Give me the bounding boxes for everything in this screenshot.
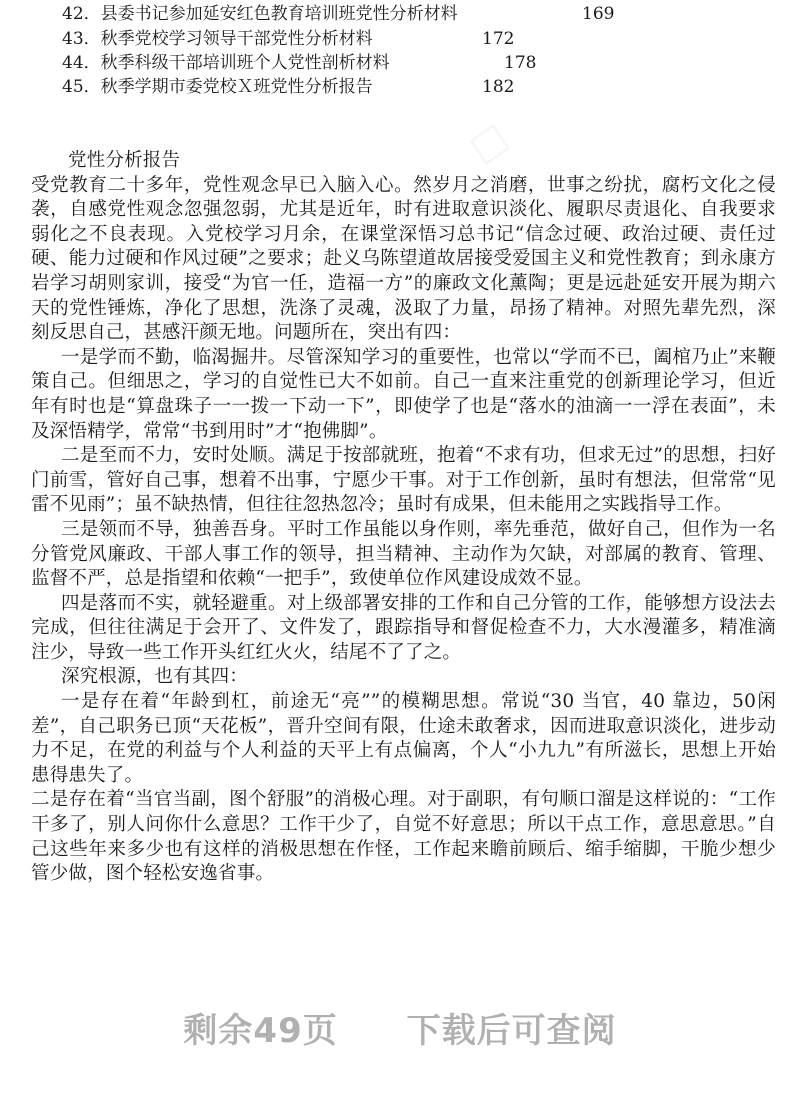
toc-item[interactable] — [62, 52, 537, 74]
toc-item-page: 182 — [482, 77, 515, 97]
toc-item-page: 178 — [504, 53, 537, 73]
toc-item-page: 172 — [482, 29, 515, 49]
article-paragraph: 一是学而不勤，临渴掘井。尽管深知学习的重要性，也常以“学而不已，阖棺乃止”来鞭策自己。但细思之，学习的自觉性已大不如前。自己一直来注重党的创新理论学习，但近年有时也是“算盘珠子一一拨一下动一下”，即使学了也是“落水的油滴一一浮在表面”，未及深悟精学，常常“书到用时”才“抱佛脚”。 — [31, 346, 777, 442]
toc-item-title: 45．秋季学期市委党校Ｘ班党性分析报告 — [62, 77, 373, 97]
article-paragraph: 二是存在着“当官当副，图个舒服”的消极心理。对于副职，有句顺口溜是这样说的：“工作干多了，别人问你什么意思？工作干少了，自觉不好意思；所以干点工作，意思意思。”自己这些年来多少也有这样的消极思想在作怪，工作起来瞻前顾后、缩手缩脚，干脆少想少管少做，图个轻松安逸省事。 — [31, 789, 776, 885]
article — [31, 149, 776, 887]
toc-item[interactable] — [62, 76, 515, 98]
article-title: 党性分析报告 — [68, 150, 181, 171]
toc-item-page: 169 — [582, 4, 615, 24]
article-paragraph: 深究根源，也有其四： — [61, 666, 249, 688]
article-paragraph: 一是存在着“年龄到杠，前途无“亮””的模糊思想。常说“30 当官，40 靠边，50闲差”，自己职务已顶“天花板”，晋升空间有限，仕途未敢奢求，因而进取意识淡化，进步动力不足，在党的利益与个人利益的天平上有点偏离，个人“小九九”有所滋长，思想上开始患得患失了。 — [31, 691, 776, 786]
remaining-pages-label: 剩余49页 — [183, 1011, 338, 1051]
article-paragraph: 三是领而不导，独善吾身。平时工作虽能以身作则，率先垂范，做好自己，但作为一名分管党风廉政、干部人事工作的领导，担当精神、主动作为欠缺，对部属的教育、管理、监督不严，总是指望和依赖“一把手”，致使单位作风建设成效不显。 — [31, 518, 776, 590]
download-prompt[interactable] — [0, 1003, 800, 1052]
download-to-view-label: 下载后可查阅 — [406, 1011, 617, 1051]
article-paragraph: 四是落而不实，就轻避重。对上级部署安排的工作和自己分管的工作，能够想方设法去完成，但往往满足于会开了、文件发了，跟踪指导和督促检查不力，大水漫灌多，精准滴注少，导致一些工作开头红红火火，结尾不了了之。 — [31, 592, 776, 663]
toc-item-title: 42．县委书记参加延安红色教育培训班党性分析材料 — [62, 4, 458, 24]
toc-item[interactable] — [62, 3, 615, 25]
article-paragraph: 二是至而不力，安时处顺。满足于按部就班，抱着“不求有功，但求无过”的思想，扫好门前雪，管好自己事，想着不出事，宁愿少干事。对于工作创新，虽时有想法，但常常“见雷不见雨”；虽不缺热情，但往往忽热忽冷；虽时有成果，但未能用之实践指导工作。 — [31, 445, 777, 516]
toc-item-title: 43．秋季党校学习领导干部党性分析材料 — [62, 29, 373, 49]
article-paragraph: 受党教育二十多年，党性观念早已入脑入心。然岁月之消磨，世事之纷扰，腐朽文化之侵袭，自感党性观念忽强忽弱，尤其是近年，时有进取意识淡化、履职尽责退化、自我要求弱化之不良表现。入党校学习月余，在课堂深悟习总书记“信念过硬、政治过硬、责任过硬、能力过硬和作风过硬”之要求；赴义乌陈望道故居接受爱国主义和党性教育；到永康方岩学习胡则家训，接受“为官一任，造福一方”的廉政文化薰陶；更是远赴延安开展为期六天的党性锤炼，净化了思想，洗涤了灵魂，汲取了力量，昂扬了精神。对照先辈先烈，深刻反思自己，甚感汗颜无地。问题所在，突出有四： — [31, 174, 776, 344]
toc-item[interactable] — [62, 28, 515, 50]
toc-item-title: 44．秋季科级干部培训班个人党性剖析材料 — [62, 53, 390, 73]
